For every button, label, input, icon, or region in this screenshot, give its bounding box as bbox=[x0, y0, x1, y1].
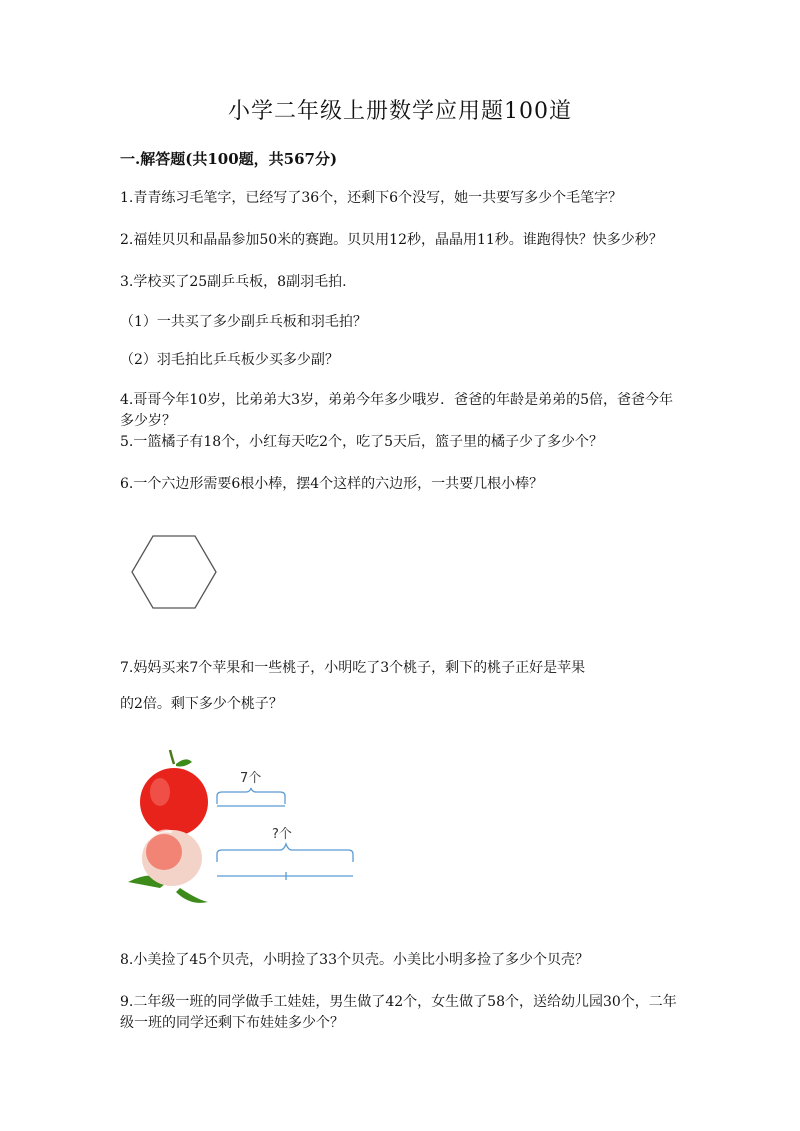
question-7-line-2: 的2倍。剩下多少个桃子？ bbox=[120, 696, 283, 712]
hexagon-shape bbox=[132, 536, 216, 608]
question-3-part-2: （2）羽毛拍比乒乓板少买多少副？ bbox=[120, 352, 339, 368]
question-5: 5.一篮橘子有18个，小红每天吃2个，吃了5天后，篮子里的橘子少了多少个？ bbox=[120, 434, 603, 450]
question-8: 8.小美捡了45个贝壳，小明捡了33个贝壳。小美比小明多捡了多少个贝壳？ bbox=[120, 952, 589, 968]
peach-icon bbox=[128, 830, 208, 903]
page-title: 小学二年级上册数学应用题100道 bbox=[228, 99, 572, 124]
question-1: 1.青青练习毛笔字，已经写了36个，还剩下6个没写，她一共要写多少个毛笔字？ bbox=[120, 190, 623, 206]
peach-count-label: ?个 bbox=[272, 827, 292, 842]
fruit-diagram bbox=[120, 740, 370, 915]
apple-icon bbox=[140, 750, 208, 836]
question-7-line-1: 7.妈妈买来7个苹果和一些桃子，小明吃了3个桃子，剩下的桃子正好是苹果 bbox=[120, 660, 586, 676]
section-heading: 一.解答题(共100题，共567分) bbox=[120, 150, 338, 168]
apple-bracket bbox=[217, 788, 285, 806]
question-3: 3.学校买了25副乒乓板，8副羽毛拍. bbox=[120, 274, 347, 290]
question-2: 2.福娃贝贝和晶晶参加50米的赛跑。贝贝用12秒，晶晶用11秒。谁跑得快？快多少秒？ bbox=[120, 232, 663, 248]
question-6: 6.一个六边形需要6根小棒，摆4个这样的六边形，一共要几根小棒？ bbox=[120, 476, 544, 492]
question-3-part-1: （1）一共买了多少副乒乓板和羽毛拍？ bbox=[120, 314, 367, 330]
apple-count-label: 7个 bbox=[240, 771, 262, 786]
question-4: 4.哥哥今年10岁，比弟弟大3岁，弟弟今年多少哦岁．爸爸的年龄是弟弟的5倍，爸爸今年多少岁？ bbox=[120, 392, 673, 429]
hexagon-figure bbox=[128, 532, 220, 612]
question-9: 9.二年级一班的同学做手工娃娃，男生做了42个，女生做了58个，送给幼儿园30个，二年级一班的同学还剩下布娃娃多少个？ bbox=[120, 994, 677, 1031]
peach-bracket bbox=[217, 844, 353, 880]
